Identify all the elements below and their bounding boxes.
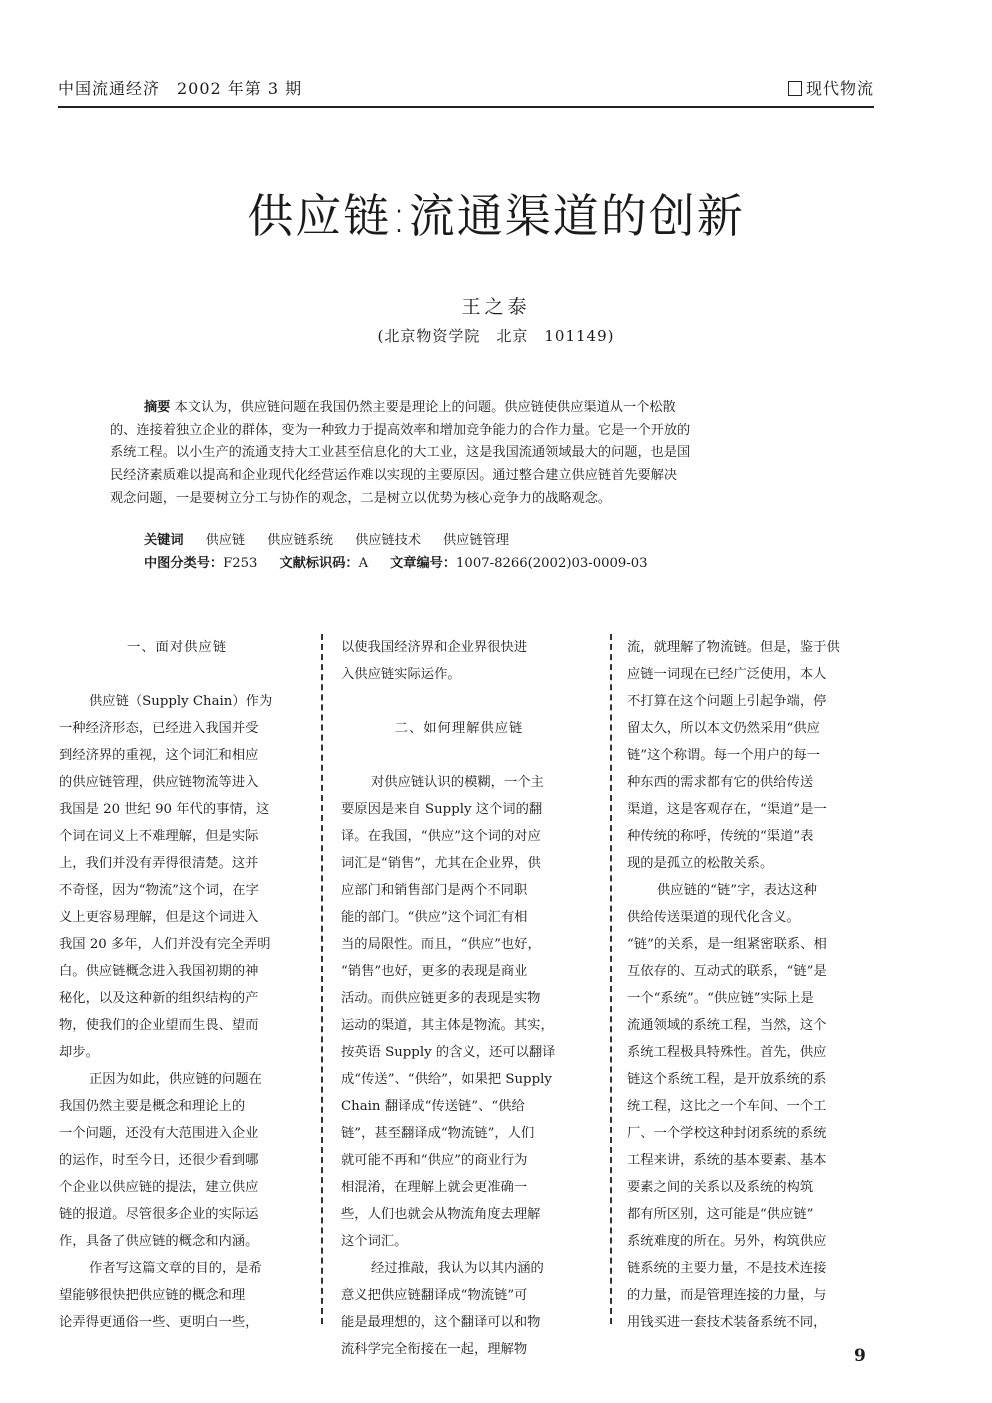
body-line: 都有所区别，这可能是“供应链” bbox=[627, 1207, 814, 1222]
body-line: 一种经济形态，已经进入我国并受 bbox=[59, 721, 259, 736]
abstract bbox=[110, 397, 832, 511]
body-line: 个企业以供应链的提法，建立供应 bbox=[59, 1180, 259, 1195]
body-line: 链”这个称谓。每一个用户的每一 bbox=[627, 748, 820, 763]
body-line: 意义把供应链翻译成“物流链”可 bbox=[341, 1288, 528, 1303]
body-line: 链这个系统工程，是开放系统的系 bbox=[627, 1072, 827, 1087]
body-line: 物，使我们的企业望而生畏、望而 bbox=[59, 1018, 259, 1033]
section-name: 现代物流 bbox=[805, 79, 874, 98]
body-line: 互依存的、互动式的联系，“链”是 bbox=[627, 964, 827, 979]
body-line: 不奇怪，因为“物流”这个词，在字 bbox=[59, 883, 259, 898]
section-heading: 二、如何理解供应链 bbox=[394, 721, 524, 736]
body-line: 能是最理想的，这个翻译可以和物 bbox=[341, 1315, 541, 1330]
body-line: 统工程，这比之一个车间、一个工 bbox=[627, 1099, 827, 1114]
abstract-line bbox=[110, 397, 832, 420]
body-line bbox=[59, 661, 295, 688]
body-line: Chain 翻译成“传送链”、“供给 bbox=[341, 1099, 525, 1114]
body-line: 的供应链管理，供应链物流等进入 bbox=[59, 775, 259, 790]
body-line: 些，人们也就会从物流角度去理解 bbox=[341, 1207, 541, 1222]
body-line: 作者写这篇文章的目的，是希 bbox=[89, 1261, 262, 1276]
body-line: 却步。 bbox=[59, 1045, 99, 1060]
body-line: 我国仍然主要是概念和理论上的 bbox=[59, 1099, 246, 1114]
body-line: 链的报道。尽管很多企业的实际运 bbox=[59, 1207, 259, 1222]
body-line: 流通领域的系统工程，当然，这个 bbox=[627, 1018, 827, 1033]
author-affiliation: (北京物资学院 北京 101149) bbox=[377, 327, 615, 345]
doc-code-value: A bbox=[358, 556, 369, 571]
body-line: 种东西的需求都有它的供给传送 bbox=[627, 775, 814, 790]
article-id-label: 文章编号： bbox=[390, 556, 457, 571]
body-line: 应部门和销售部门是两个不同职 bbox=[341, 883, 528, 898]
classification bbox=[144, 552, 648, 571]
body-line: 就可能不再和“供应”的商业行为 bbox=[341, 1153, 528, 1168]
body-line: 要原因是来自 Supply 这个词的翻 bbox=[341, 802, 543, 817]
body-line: 作，具备了供应链的概念和内涵。 bbox=[59, 1234, 259, 1249]
body-line: 渠道，这是客观存在，“渠道”是一 bbox=[627, 802, 827, 817]
keywords bbox=[144, 529, 509, 548]
article-title: 供应链:流通渠道的创新 bbox=[247, 189, 745, 243]
body-line: “销售”也好，更多的表现是商业 bbox=[341, 964, 528, 979]
abstract-line: 的、连接着独立企业的群体，变为一种致力于提高效率和增加竞争能力的合作力量。它是一个开放的 bbox=[110, 422, 691, 438]
body-line: 运动的渠道，其主体是物流。其实， bbox=[341, 1018, 554, 1033]
page-number: 9 bbox=[854, 1346, 866, 1366]
clc-value: F253 bbox=[223, 556, 258, 571]
body-line: 到经济界的重视，这个词汇和相应 bbox=[59, 748, 259, 763]
body-line: 成“传送”、“供给”，如果把 Supply bbox=[341, 1072, 552, 1087]
body-line: 留太久，所以本文仍然采用“供应 bbox=[627, 721, 820, 736]
body-line: 应链一词现在已经广泛使用，本人 bbox=[627, 667, 827, 682]
body-line: 经过推敲，我认为以其内涵的 bbox=[371, 1261, 544, 1276]
abstract-line: 民经济素质难以提高和企业现代化经营运作难以实现的主要原因。通过整合建立供应链首先要解决 bbox=[110, 468, 678, 484]
body-line: 入供应链实际运作。 bbox=[341, 667, 461, 682]
body-line: 白。供应链概念进入我国初期的神 bbox=[59, 964, 259, 979]
author-name: 王之泰 bbox=[461, 296, 531, 318]
body-line: 译。在我国，“供应”这个词的对应 bbox=[341, 829, 541, 844]
body-line bbox=[341, 688, 577, 715]
body-line: 系统工程极具特殊性。首先，供应 bbox=[627, 1045, 827, 1060]
body-line: 一个问题，还没有大范围进入企业 bbox=[59, 1126, 259, 1141]
checkbox-square-icon bbox=[788, 81, 802, 96]
body-line: 活动。而供应链更多的表现是实物 bbox=[341, 991, 541, 1006]
body-line: 义上更容易理解，但是这个词进入 bbox=[59, 910, 259, 925]
body-line: 以使我国经济界和企业界很快进 bbox=[341, 640, 528, 655]
column-divider bbox=[321, 634, 323, 1324]
body-line: 供应链（Supply Chain）作为 bbox=[89, 694, 273, 709]
clc-label: 中图分类号： bbox=[144, 556, 224, 571]
section-label bbox=[788, 76, 874, 99]
body-line: 正因为如此，供应链的问题在 bbox=[89, 1072, 262, 1087]
article-id-value: 1007-8266(2002)03-0009-03 bbox=[456, 556, 648, 571]
body-line: 种传统的称呼，传统的“渠道”表 bbox=[627, 829, 814, 844]
section-heading: 一、面对供应链 bbox=[126, 640, 228, 655]
body-line: “链”的关系，是一组紧密联系、相 bbox=[627, 937, 827, 952]
body-line: 系统难度的所在。另外，构筑供应 bbox=[627, 1234, 827, 1249]
journal-issue: 中国流通经济 2002 年第 3 期 bbox=[58, 79, 303, 98]
body-line: 工程来讲，系统的基本要素、基本 bbox=[627, 1153, 827, 1168]
body-line: 秘化，以及这种新的组织结构的产 bbox=[59, 991, 259, 1006]
body-line: 我国 20 多年，人们并没有完全弄明 bbox=[59, 937, 271, 952]
running-header bbox=[58, 76, 874, 108]
body-line: 厂、一个学校这种封闭系统的系统 bbox=[627, 1126, 827, 1141]
body-column-1 bbox=[59, 634, 295, 1336]
body-line: 链”，甚至翻译成“物流链”，人们 bbox=[341, 1126, 535, 1141]
body-line: 一个“系统”。“供应链”实际上是 bbox=[627, 991, 814, 1006]
body-line: 的运作，时至今日，还很少看到哪 bbox=[59, 1153, 259, 1168]
body-line: 不打算在这个问题上引起争端，停 bbox=[627, 694, 827, 709]
body-line: 对供应链认识的模糊，一个主 bbox=[371, 775, 544, 790]
abstract-line: 系统工程。以小生产的流通支持大工业甚至信息化的大工业，这是我国流通领域最大的问题，也是国 bbox=[110, 445, 691, 461]
doc-code-label: 文献标识码： bbox=[279, 556, 359, 571]
body-line: 个词在词义上不难理解，但是实际 bbox=[59, 829, 259, 844]
abstract-line: 观念问题，一是要树立分工与协作的观念，二是树立以优势为核心竞争力的战略观念。 bbox=[110, 490, 612, 506]
body-line: 我国是 20 世纪 90 年代的事情，这 bbox=[59, 802, 270, 817]
body-line: 词汇是“销售”，尤其在企业界，供 bbox=[341, 856, 541, 871]
keyword: 供应链管理 bbox=[443, 533, 509, 548]
body-line: 流，就理解了物流链。但是，鉴于供 bbox=[627, 640, 840, 655]
body-line: 相混淆，在理解上就会更准确一 bbox=[341, 1180, 528, 1195]
body-line: 供给传送渠道的现代化含义。 bbox=[627, 910, 800, 925]
body-line: 用钱买进一套技术装备系统不同， bbox=[627, 1315, 827, 1330]
keyword: 供应链 bbox=[205, 533, 246, 548]
abstract-label: 摘要 bbox=[144, 400, 171, 415]
body-line: 上，我们并没有弄得很清楚。这并 bbox=[59, 856, 259, 871]
body-line: 能的部门。“供应”这个词汇有相 bbox=[341, 910, 528, 925]
body-line: 当的局限性。而且，“供应”也好， bbox=[341, 937, 541, 952]
body-line: 现的是孤立的松散关系。 bbox=[627, 856, 774, 871]
keyword: 供应链系统 bbox=[267, 533, 334, 548]
body-line bbox=[341, 742, 577, 769]
keyword: 供应链技术 bbox=[355, 533, 421, 548]
body-line: 的力量，而是管理连接的力量，与 bbox=[627, 1288, 827, 1303]
abstract-text: 本文认为，供应链问题在我国仍然主要是理论上的问题。供应链使供应渠道从一个松散 bbox=[174, 400, 676, 415]
body-line: 要素之间的关系以及系统的构筑 bbox=[627, 1180, 814, 1195]
body-line: 供应链的“链”字，表达这种 bbox=[657, 883, 817, 898]
body-line: 这个词汇。 bbox=[341, 1234, 408, 1249]
body-column-3 bbox=[627, 634, 863, 1336]
keywords-label: 关键词 bbox=[144, 533, 184, 548]
body-line: 链系统的主要力量，不是技术连接 bbox=[627, 1261, 827, 1276]
body-line: 流科学完全衔接在一起，理解物 bbox=[341, 1342, 528, 1357]
body-line: 望能够很快把供应链的概念和理 bbox=[59, 1288, 246, 1303]
body-line: 论弄得更通俗一些、更明白一些， bbox=[59, 1315, 259, 1330]
body-column-2 bbox=[341, 634, 577, 1363]
column-divider bbox=[610, 634, 612, 1324]
body-line: 按英语 Supply 的含义，还可以翻译 bbox=[341, 1045, 556, 1060]
